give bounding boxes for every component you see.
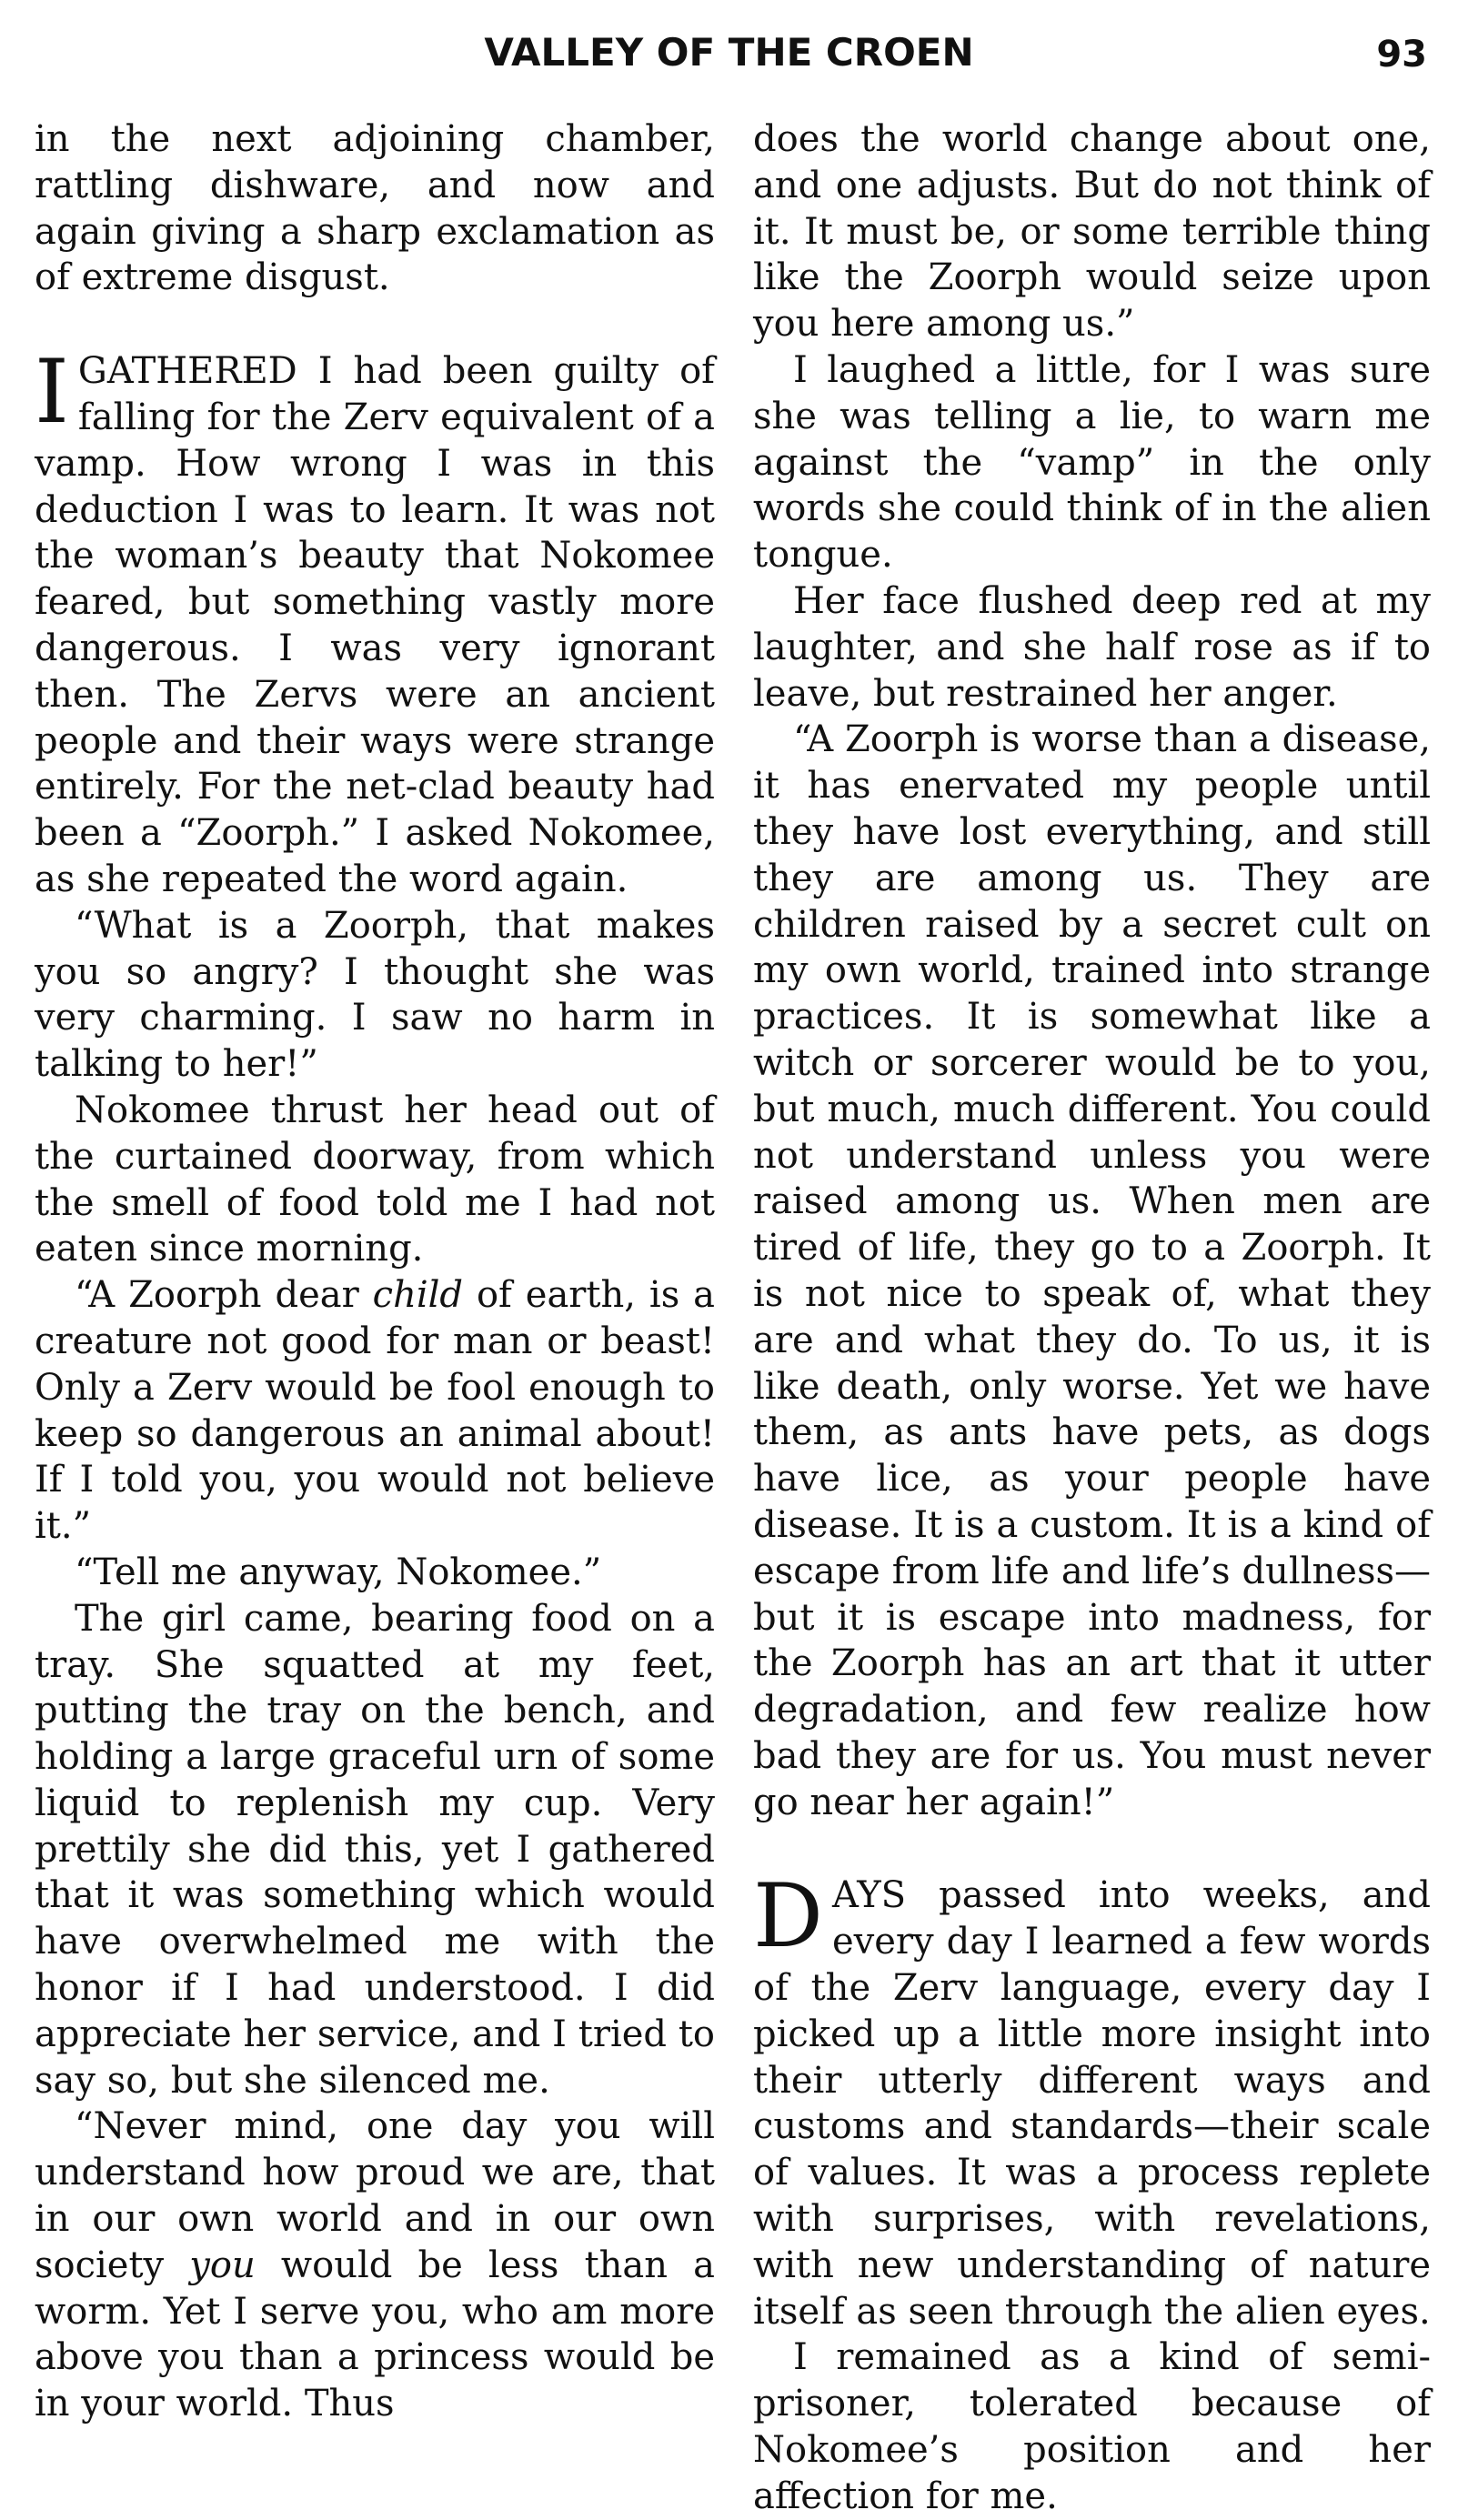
paragraph-text: “Never mind, one day you will understand how proud we are, that in our own world and in our own society — [35, 2105, 715, 2286]
paragraph-text: GATHERED I had been guilty of falling for the Zerv equivalent of a vamp. How wrong I was in this deduction I was to learn. It was not the woman’s beauty that Nokomee feared, but something vastly more dangerous. I was very ignorant then. The Zervs were an ancient people and their ways were strange entirely. For the net-clad beauty had been a “Zoorph.” I asked Nokomee, as she repeated the word again. — [35, 350, 715, 900]
left-column — [35, 116, 715, 2427]
paragraph — [35, 2103, 715, 2427]
page-number: 93 — [1376, 34, 1427, 75]
running-title: VALLEY OF THE CROEN — [484, 30, 974, 75]
paragraph-text: AYS passed into weeks, and every day I learned a few words of the Zerv language, every day I picked up a little more insight into their utterly different ways and customs and standards—their scale of values. It was a process replete with surprises, with revelations, with new understanding of nature itself as seen through the alien eyes. — [753, 1874, 1431, 2333]
paragraph: in the next adjoining chamber, rattling dishware, and now and again giving a sharp exclamation as of extreme disgust. — [35, 118, 715, 299]
paragraph-text: of earth, is a creature not good for man or beast! Only a Zerv would be fool enough to keep so dangerous an animal about! If I told you, you would not believe it.” — [35, 1274, 716, 1548]
paragraph: “A Zoorph is worse than a disease, it has enervated my people until they have lost everything, and still they are among us. They are children raised by a secret cult on my own world, trained into strange practices. It is somewhat like a witch or sorcerer would be to you, but much, much different. You could not understand unless you were raised among us. When men are tired of life, they go to a Zoorph. It is not nice to speak of, what they are and what they do. To us, it is like death, only worse. Yet we have them, as ants have pets, as dogs have lice, as your people have disease. It is a custom. It is a kind of escape from life and life’s dullness—but it is escape into madness, for the Zoorph has an art that it utter degradation, and few realize how bad they are for us. You must never go near her again!” — [753, 718, 1431, 1823]
running-header — [0, 25, 1458, 80]
paragraph — [35, 1272, 715, 1550]
section-paragraph — [35, 341, 715, 903]
paragraph-text: “A Zoorph dear — [75, 1274, 373, 1317]
paragraph: Nokomee thrust her head out of the curtained doorway, from which the smell of food told me I had not eaten since morning. — [35, 1089, 715, 1270]
drop-cap: I — [35, 341, 69, 444]
emphasis-text: child — [372, 1274, 464, 1317]
paragraph: does the world change about one, and one adjusts. But do not think of it. It must be, or some terrible thing like the Zoorph would seize upon you here among us.” — [753, 118, 1431, 346]
emphasis-text: you — [189, 2244, 256, 2286]
paragraph-text: would be less than a worm. Yet I serve you, who am more above you than a princess would be in your world. Thus — [35, 2244, 715, 2425]
drop-cap: D — [753, 1865, 823, 1968]
paragraph: Her face flushed deep red at my laughter, and she half rose as if to leave, but restrained her anger. — [753, 579, 1431, 715]
paragraph: The girl came, bearing food on a tray. She squatted at my feet, putting the tray on the bench, and holding a large graceful urn of some liquid to replenish my cup. Very prettily she did this, yet I gathered that it was something which would have overwhelmed me with the honor if I had understood. I did appreciate her service, and I tried to say so, but she silenced me. — [35, 1597, 715, 2102]
paragraph: “What is a Zoorph, that makes you so angry? I thought she was very charming. I saw no harm in talking to her!” — [35, 904, 715, 1086]
section-paragraph — [753, 1865, 1431, 2334]
paragraph: “Tell me anyway, Nokomee.” — [75, 1551, 602, 1593]
paragraph: I remained as a kind of semi-prisoner, tolerated because of Nokomee’s position and her affection for me. — [753, 2336, 1431, 2517]
right-column — [753, 116, 1431, 2520]
paragraph: I laughed a little, for I was sure she was telling a lie, to warn me against the “vamp” in the only words she could think of in the alien tongue. — [753, 348, 1431, 577]
